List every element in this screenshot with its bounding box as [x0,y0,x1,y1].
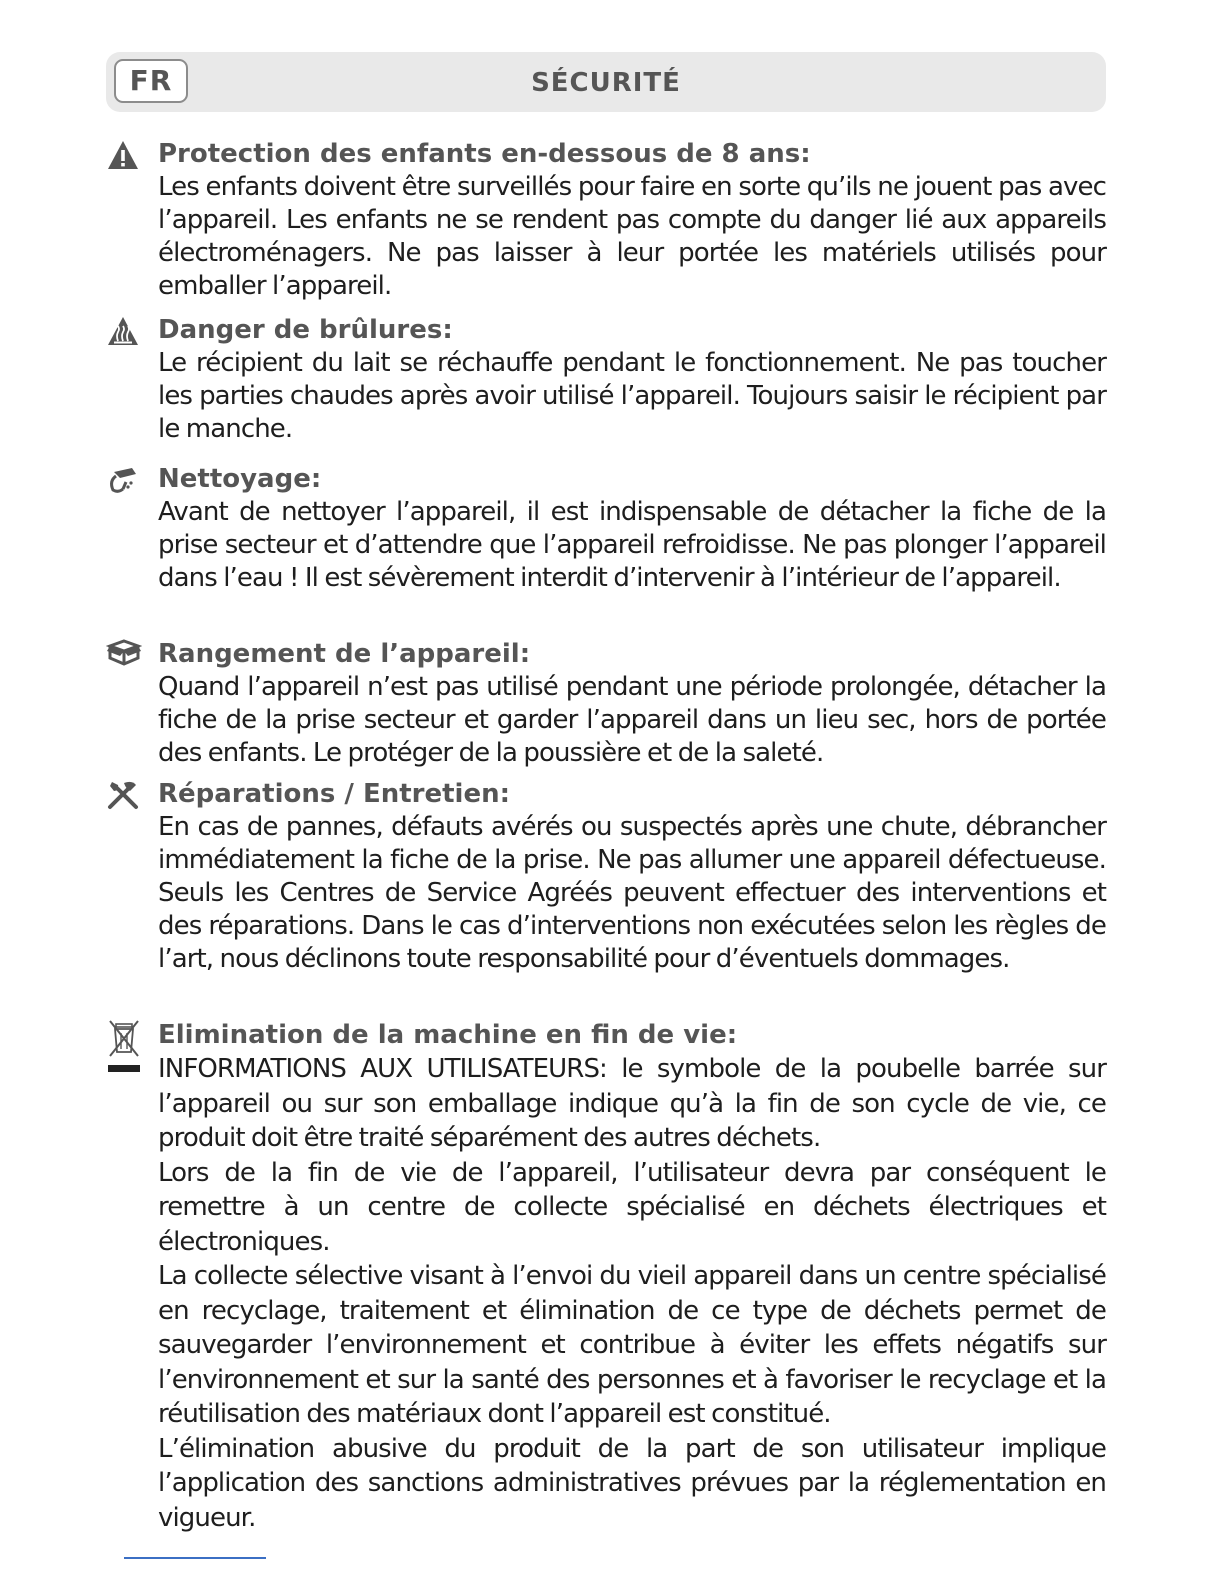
section-storage [104,637,1106,770]
section-repairs [104,777,1106,976]
disposal-paragraph: L’élimination abusive du produit de la part de son utilisateur implique l’application des sanctions administratives prévues par la réglementation en vigueur. [158,1433,1106,1533]
section-title: Réparations / Entretien: [158,779,511,809]
section-body: Quand l’appareil n’est pas utilisé pendant une période prolongée, détacher la fiche de la prise secteur et garder l’appareil dans un lieu sec, hors de portée des enfants. Le protéger de la poussière et de la saleté. [158,672,1106,768]
cleaning-icon [106,464,142,500]
section-title: Danger de brûlures: [158,315,453,345]
language-badge: FR [114,59,188,103]
section-burn-danger [104,313,1106,446]
section-cleaning [104,462,1106,595]
crossed-bin-weee-icon [106,1018,142,1078]
section-child-protection [104,137,1106,303]
page-title: SÉCURITÉ [531,68,681,98]
section-body: En cas de pannes, défauts avérés ou suspectés après une chute, débrancher immédiatement la fiche de la prise. Ne pas allumer une appareil défectueuse. Seuls les Centres de Service Agréés peuvent effectuer des interventions et des réparations. Dans le cas d’interventions non exécutées selon les règles de l’art, nous déclinons toute responsabilité pour d’éventuels dommages. [158,812,1106,974]
section-body: Avant de nettoyer l’appareil, il est indispensable de détacher la fiche de la prise secteur et d’attendre que l’appareil refroidisse. Ne pas plonger l’appareil dans l’eau ! Il est sévèrement interdit d’intervenir à l’intérieur de l’appareil. [158,497,1106,593]
section-title: Elimination de la machine en fin de vie: [158,1020,738,1050]
section-body [158,1052,1106,1535]
footer-rule [124,1557,266,1559]
warning-triangle-icon [106,139,142,175]
section-title: Nettoyage: [158,464,322,494]
page-header [106,52,1106,112]
section-body: Le récipient du lait se réchauffe pendant le fonctionnement. Ne pas toucher les parties chaudes après avoir utilisé l’appareil. Toujours saisir le récipient par le manche. [158,348,1106,444]
section-disposal [104,1018,1106,1535]
repair-tools-icon [106,779,142,815]
hot-surface-warning-icon [106,315,142,351]
section-title: Protection des enfants en-dessous de 8 ans: [158,139,811,169]
storage-box-icon [106,637,142,673]
disposal-paragraph: INFORMATIONS AUX UTILISATEURS: le symbole de la poubelle barrée sur l’appareil ou sur son emballage indique qu’à la fin de son cycle de vie, ce produit doit être traité séparément des autres déchets. [158,1054,1106,1153]
disposal-paragraph: Lors de la fin de vie de l’appareil, l’utilisateur devra par conséquent le remettre à un centre de collecte spécialisé en déchets électriques et électroniques. [158,1157,1106,1257]
section-body: Les enfants doivent être surveillés pour faire en sorte qu’ils ne jouent pas avec l’appareil. Les enfants ne se rendent pas compte du danger lié aux appareils électroménagers. Ne pas laisser à leur portée les matériels utilisés pour emballer l’appareil. [158,172,1106,301]
section-title: Rangement de l’appareil: [158,639,531,669]
disposal-paragraph: La collecte sélective visant à l’envoi du vieil appareil dans un centre spécialisé en recyclage, traitement et élimination de ce type de déchets permet de sauvegarder l’environnement et contribue à éviter les effets négatifs sur l’environnement et sur la santé des personnes et à favoriser le recyclage et la réutilisation des matériaux dont l’appareil est constitué. [158,1261,1106,1429]
